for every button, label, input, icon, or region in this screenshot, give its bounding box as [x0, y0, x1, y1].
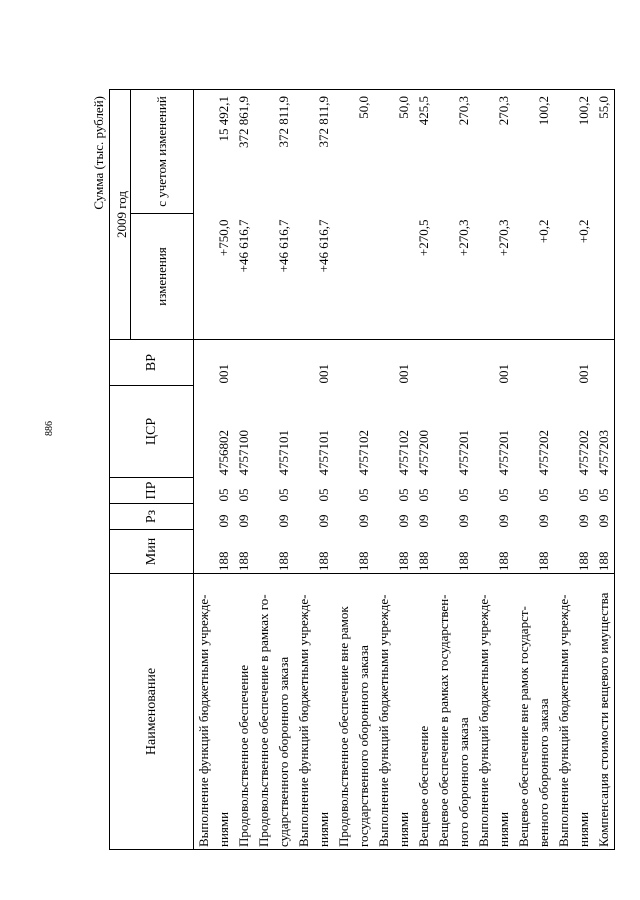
- table-row: [414, 90, 434, 850]
- row-change: +750,0: [216, 219, 231, 257]
- row-rz: 09: [496, 514, 511, 528]
- row-rz: 09: [276, 514, 291, 528]
- table-row: [434, 90, 474, 850]
- row-pr: 05: [594, 478, 615, 504]
- row-pr: 05: [356, 488, 371, 502]
- row-vr: 001: [474, 340, 514, 386]
- row-vr: [594, 340, 615, 386]
- row-change: +0,2: [536, 219, 551, 244]
- table-row: [294, 90, 334, 850]
- row-total: 15 492,1: [194, 90, 235, 214]
- row-change: [374, 214, 414, 340]
- table-row: [594, 90, 615, 850]
- row-pr: 05: [276, 488, 291, 502]
- row-min: 188: [316, 551, 331, 571]
- row-min: 188: [396, 551, 411, 571]
- row-min: 188: [416, 551, 431, 571]
- table-row: [334, 90, 374, 850]
- row-vr: [334, 340, 374, 386]
- row-change: [334, 214, 374, 340]
- row-total: 372 811,9: [254, 90, 294, 214]
- row-pr: 05: [576, 488, 591, 502]
- table-row: [234, 90, 254, 850]
- page-number: 886: [44, 421, 55, 436]
- row-name: Продовольственное обеспечение: [234, 574, 254, 850]
- row-min: 188: [216, 551, 231, 571]
- rotated-page-content: [89, 90, 611, 850]
- header-with-changes: с учетом изменений: [131, 90, 194, 214]
- table-row: [554, 90, 594, 850]
- row-name: Выполнение функций бюджетными учрежде-ниями: [374, 574, 414, 850]
- row-vr: [414, 340, 434, 386]
- row-vr: 001: [554, 340, 594, 386]
- row-rz: 09: [576, 514, 591, 528]
- row-change: [594, 214, 615, 340]
- row-csr: 4757101: [276, 430, 291, 476]
- row-pr: 05: [496, 488, 511, 502]
- row-name: Вещевое обеспечение в рамках государствен-ного оборонного заказа: [434, 574, 474, 850]
- row-pr: 05: [316, 488, 331, 502]
- row-total: 270,3: [434, 90, 474, 214]
- row-csr: 4757102: [396, 430, 411, 476]
- table-row: [194, 90, 235, 850]
- row-rz: 09: [236, 514, 251, 528]
- row-total: 100,2: [514, 90, 554, 214]
- row-total: 425,5: [414, 90, 434, 214]
- row-csr: 4757201: [496, 430, 511, 476]
- row-vr: [254, 340, 294, 386]
- row-total: 55,0: [594, 90, 615, 214]
- table-caption: Сумма (тыс. рублей): [91, 96, 106, 210]
- row-csr: 4757201: [456, 430, 471, 476]
- row-min: 188: [496, 551, 511, 571]
- row-vr: [234, 340, 254, 386]
- header-year: 2009 год: [110, 90, 131, 340]
- row-rz: 09: [216, 514, 231, 528]
- row-change: +270,5: [416, 219, 431, 257]
- header-name: Наименование: [110, 574, 194, 850]
- row-rz: 09: [316, 514, 331, 528]
- row-csr: 4757101: [316, 430, 331, 476]
- header-csr: ЦСР: [110, 386, 194, 478]
- row-vr: [434, 340, 474, 386]
- header-vr: ВР: [110, 340, 194, 386]
- row-change: +270,3: [456, 219, 471, 257]
- row-name: Вещевое обеспечение вне рамок государст-венного оборонного заказа: [514, 574, 554, 850]
- row-min: 188: [356, 551, 371, 571]
- row-pr: 05: [416, 488, 431, 502]
- row-change: +46 616,7: [316, 219, 331, 273]
- row-total: 372 811,9: [294, 90, 334, 214]
- row-rz: 09: [456, 514, 471, 528]
- header-rz: Рз: [110, 504, 194, 530]
- row-total: 372 861,9: [234, 90, 254, 214]
- row-vr: 001: [194, 340, 235, 386]
- row-pr: 05: [536, 488, 551, 502]
- row-change: +46 616,7: [236, 219, 251, 273]
- row-min: 188: [456, 551, 471, 571]
- table-row: [374, 90, 414, 850]
- row-total: 100,2: [554, 90, 594, 214]
- row-name: Выполнение функций бюджетными учрежде-ниями: [294, 574, 334, 850]
- row-rz: 09: [356, 514, 371, 528]
- table-row: [254, 90, 294, 850]
- row-csr: 4757200: [416, 430, 431, 476]
- header-min: Мин: [110, 530, 194, 574]
- table-row: [474, 90, 514, 850]
- table-row: [514, 90, 554, 850]
- row-change: +46 616,7: [276, 219, 291, 273]
- row-name: Вещевое обеспечение: [414, 574, 434, 850]
- row-pr: 05: [216, 488, 231, 502]
- row-csr: 4757102: [356, 430, 371, 476]
- row-pr: 05: [456, 488, 471, 502]
- row-pr: 05: [236, 488, 251, 502]
- row-csr: 4757202: [536, 430, 551, 476]
- row-name: Продовольственное обеспечение вне рамок государственного оборонного заказа: [334, 574, 374, 850]
- row-rz: 09: [396, 514, 411, 528]
- table-body: [194, 90, 615, 850]
- header-changes: изменения: [131, 214, 194, 340]
- row-rz: 09: [536, 514, 551, 528]
- row-name: Продовольственное обеспечение в рамках го-сударственного оборонного заказа: [254, 574, 294, 850]
- header-pr: ПР: [110, 478, 194, 504]
- row-min: 188: [594, 530, 615, 574]
- row-csr: 4756802: [216, 430, 231, 476]
- row-vr: 001: [374, 340, 414, 386]
- row-total: 50,0: [334, 90, 374, 214]
- row-name: Выполнение функций бюджетными учрежде-ниями: [554, 574, 594, 850]
- budget-table: [109, 89, 615, 850]
- row-name: Компенсация стоимости вещевого имущества: [594, 574, 615, 850]
- row-rz: 09: [594, 504, 615, 530]
- row-change: +0,2: [576, 219, 591, 244]
- row-change: +270,3: [496, 219, 511, 257]
- row-min: 188: [576, 551, 591, 571]
- row-min: 188: [536, 551, 551, 571]
- row-min: 188: [276, 551, 291, 571]
- row-rz: 09: [416, 514, 431, 528]
- row-name: Выполнение функций бюджетными учрежде-ниями: [194, 574, 235, 850]
- row-csr: 4757100: [236, 430, 251, 476]
- row-csr: 4757202: [576, 430, 591, 476]
- row-vr: 001: [294, 340, 334, 386]
- row-total: 50,0: [374, 90, 414, 214]
- row-vr: [514, 340, 554, 386]
- row-min: 188: [236, 551, 251, 571]
- row-pr: 05: [396, 488, 411, 502]
- row-total: 270,3: [474, 90, 514, 214]
- row-csr: 4757203: [594, 386, 615, 478]
- row-name: Выполнение функций бюджетными учрежде-ниями: [474, 574, 514, 850]
